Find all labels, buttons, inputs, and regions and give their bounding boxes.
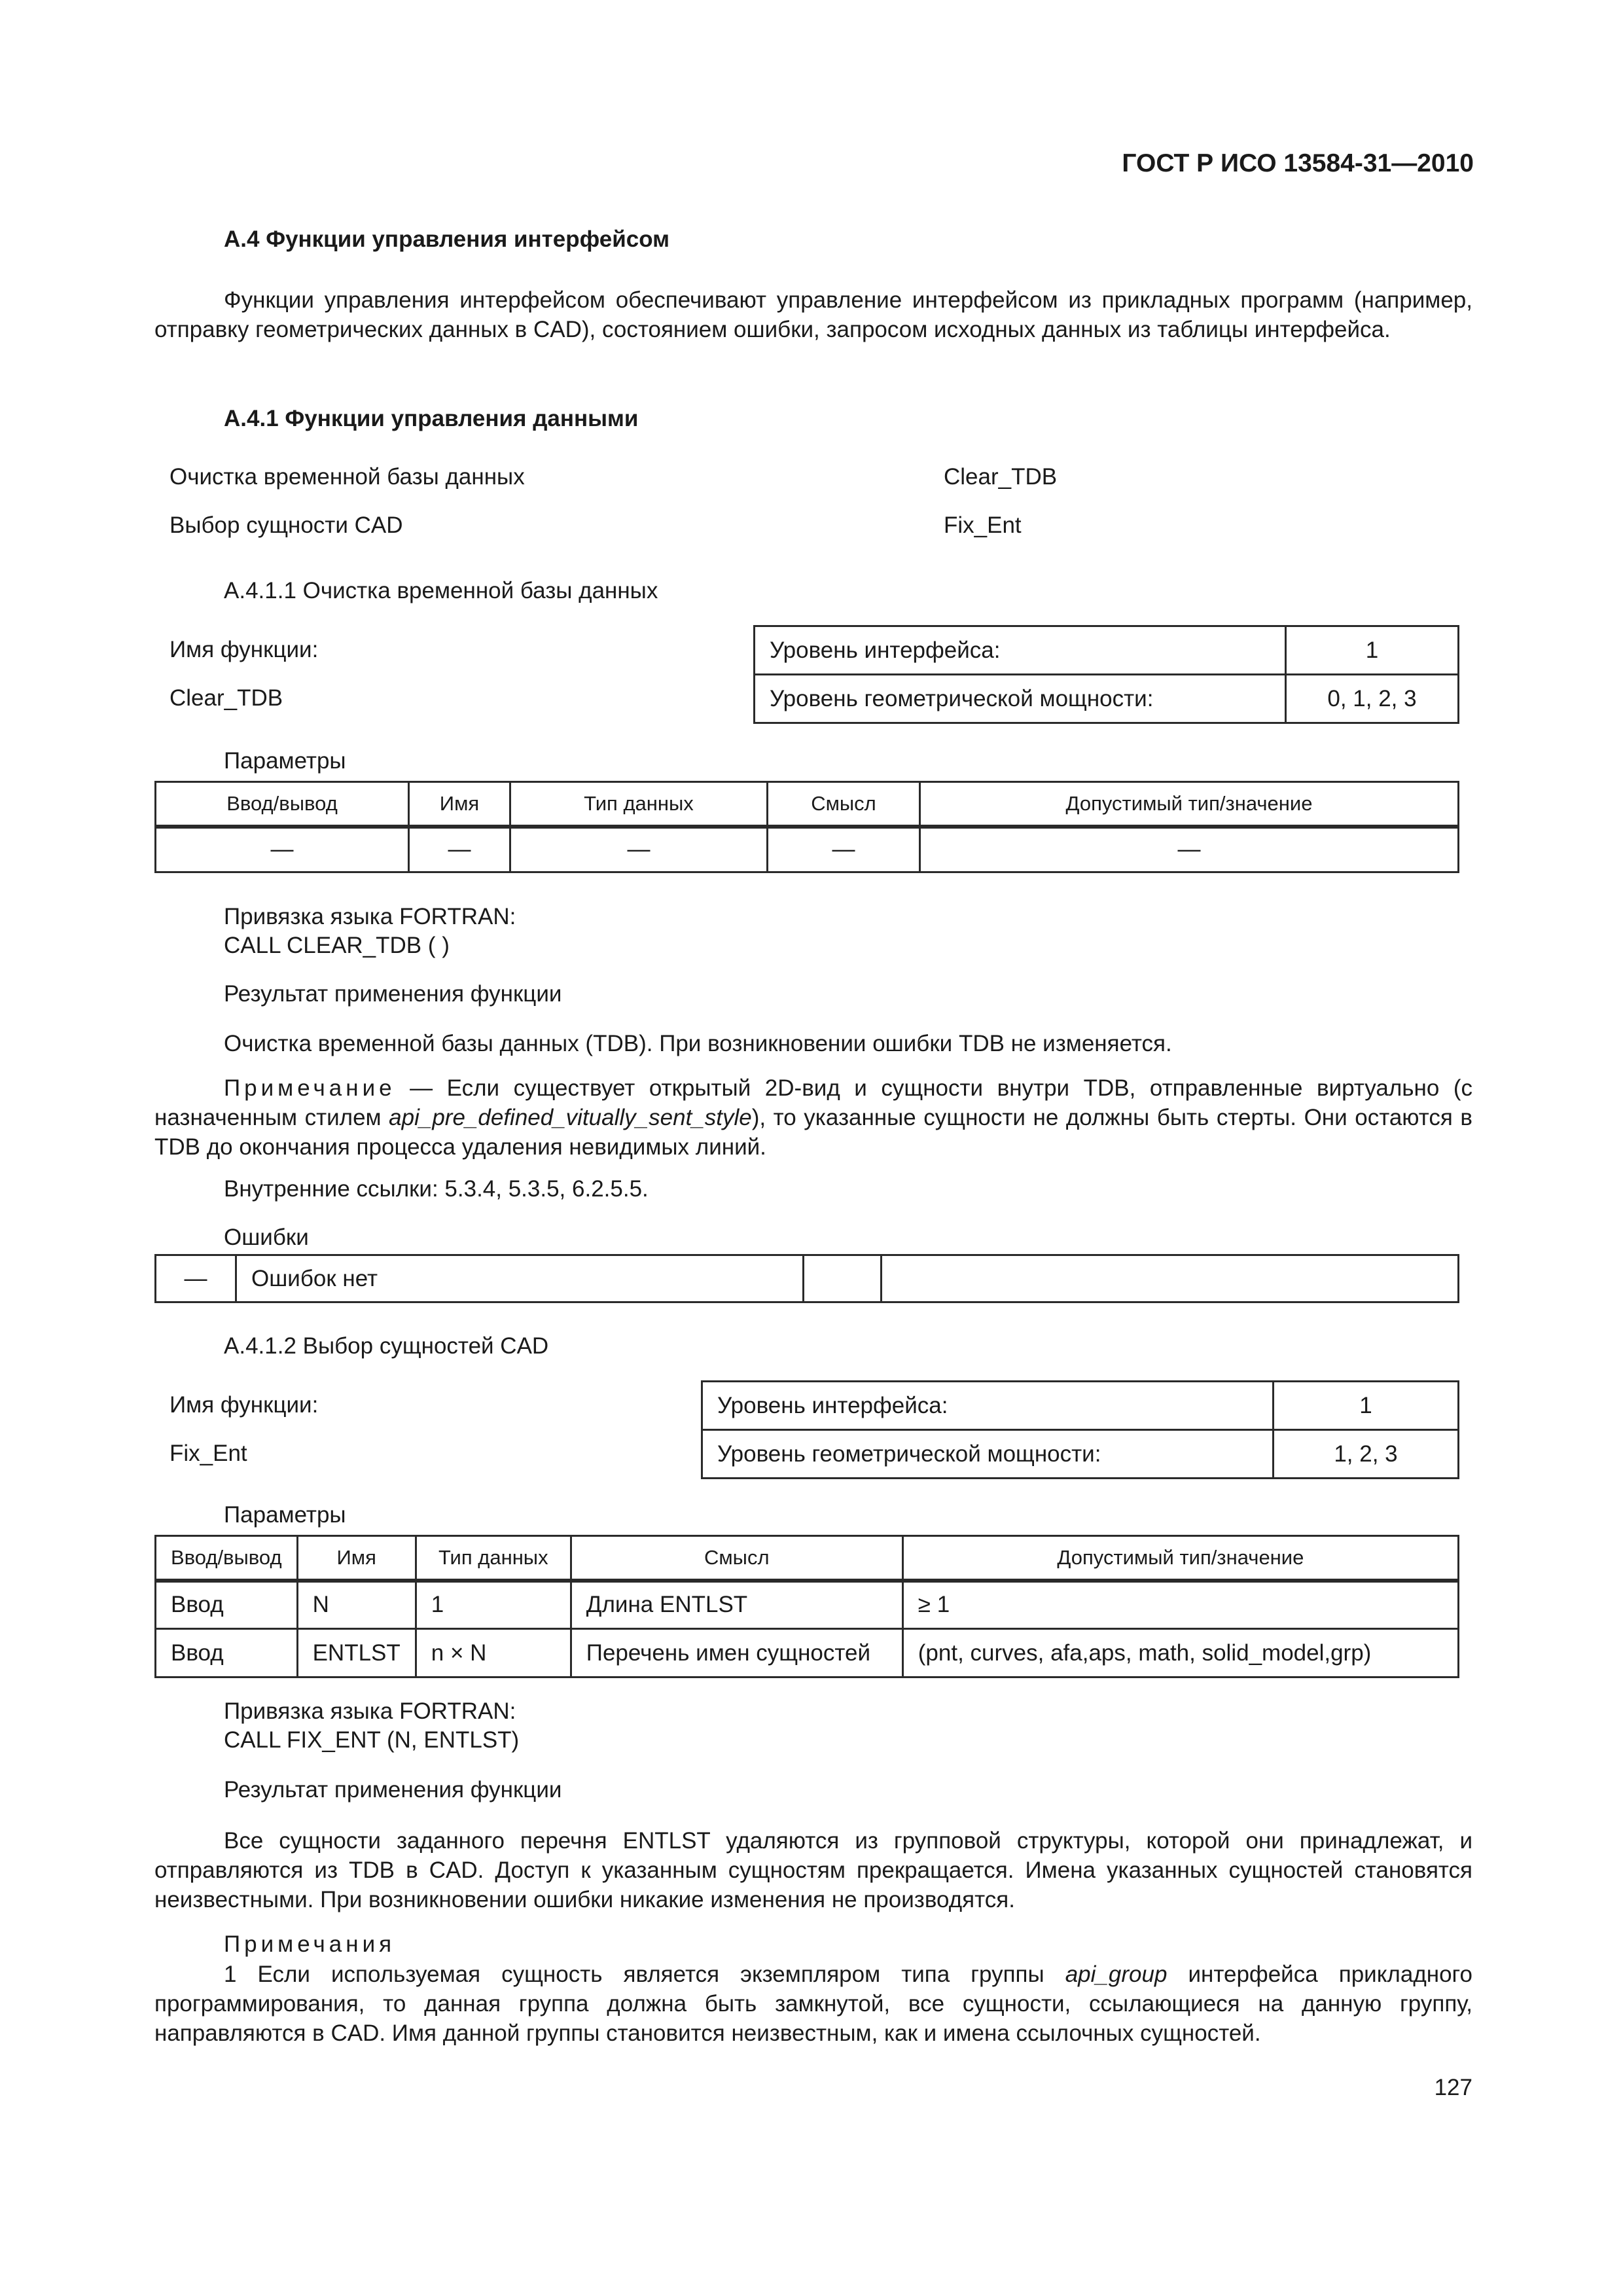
subsection-title: А.4.1 Функции управления данными	[224, 406, 639, 431]
document-code: ГОСТ Р ИСО 13584-31—2010	[1122, 149, 1474, 177]
function-name-value: Clear_TDB	[169, 685, 283, 711]
table-cell: —	[156, 827, 409, 872]
params-table	[154, 781, 1459, 873]
table-cell: (pnt, curves, afa,aps, math, solid_model,grp)	[902, 1629, 1458, 1677]
function-heading: А.4.1.1 Очистка временной базы данных	[224, 578, 658, 603]
column-header: Смысл	[768, 782, 920, 827]
table-row	[156, 827, 1459, 872]
note-text: ), то указанные сущности не должны быть стерты. Они остаются в TDB до окончания процесса удаления невидимых линий.	[154, 1105, 1472, 1160]
internal-references: Внутренние ссылки: 5.3.4, 5.3.5, 6.2.5.5.	[224, 1176, 649, 1202]
function-list-desc: Выбор сущности CAD	[169, 512, 403, 538]
error-description: Ошибок нет	[236, 1255, 804, 1302]
column-header: Допустимый тип/значение	[902, 1536, 1458, 1581]
params-table	[154, 1535, 1459, 1678]
levels-table	[701, 1380, 1459, 1479]
table-row	[755, 626, 1459, 675]
geometry-level-value: 0, 1, 2, 3	[1286, 675, 1459, 723]
notes-label: Примечания	[224, 1931, 396, 1957]
table-row	[702, 1382, 1459, 1430]
table-cell: Длина ENTLST	[571, 1581, 902, 1629]
function-name-label: Имя функции:	[169, 637, 319, 662]
table-cell: —	[920, 827, 1459, 872]
column-header: Тип данных	[510, 782, 768, 827]
note-style-name: api_pre_defined_vitually_sent_style	[389, 1105, 752, 1130]
note-label: Примечание	[224, 1075, 396, 1101]
table-cell	[882, 1255, 1459, 1302]
fortran-call: CALL FIX_ENT (N, ENTLST)	[224, 1727, 520, 1753]
levels-table	[753, 625, 1459, 724]
table-row	[755, 675, 1459, 723]
section-intro	[154, 285, 1472, 344]
table-header-row	[156, 1536, 1459, 1581]
column-header: Ввод/вывод	[156, 1536, 298, 1581]
errors-label: Ошибки	[224, 1225, 309, 1250]
fortran-call: CALL CLEAR_TDB ( )	[224, 933, 450, 958]
table-cell: ≥ 1	[902, 1581, 1458, 1629]
result-block	[154, 1826, 1472, 1914]
table-cell: ENTLST	[297, 1629, 416, 1677]
column-header: Ввод/вывод	[156, 782, 409, 827]
note-paragraph	[154, 1960, 1472, 2048]
column-header: Тип данных	[416, 1536, 571, 1581]
geometry-level-label: Уровень геометрической мощности:	[702, 1430, 1274, 1479]
section-title: А.4 Функции управления интерфейсом	[224, 226, 670, 252]
function-heading: А.4.1.2 Выбор сущностей CAD	[224, 1333, 549, 1359]
note-text: 1 Если используемая сущность является экземпляром типа группы	[224, 1962, 1065, 1987]
result-label: Результат применения функции	[224, 981, 562, 1007]
fortran-label: Привязка языка FORTRAN:	[224, 904, 516, 929]
note-block	[154, 1960, 1472, 2048]
geometry-level-value: 1, 2, 3	[1274, 1430, 1459, 1479]
error-code: —	[156, 1255, 236, 1302]
table-row	[156, 1255, 1459, 1302]
table-cell: —	[768, 827, 920, 872]
interface-level-label: Уровень интерфейса:	[702, 1382, 1274, 1430]
function-list-name: Fix_Ent	[944, 512, 1022, 538]
errors-table	[154, 1254, 1459, 1303]
note-text: интерфейса прикладного программирования, то данная группа должна быть замкнутой, все сущности, ссылающиеся на данную группу, направляются в CAD. Имя данной группы становится неизвестным, как и имена ссылочных сущностей.	[154, 1962, 1472, 2046]
note-block	[154, 1073, 1472, 1162]
function-list-desc: Очистка временной базы данных	[169, 464, 525, 490]
column-header: Допустимый тип/значение	[920, 782, 1459, 827]
result-text: Очистка временной базы данных (TDB). При возникновении ошибки TDB не изменяется.	[224, 1031, 1172, 1056]
interface-level-value: 1	[1274, 1382, 1459, 1430]
table-cell	[804, 1255, 882, 1302]
function-name-label: Имя функции:	[169, 1392, 319, 1418]
result-label: Результат применения функции	[224, 1777, 562, 1803]
fortran-label: Привязка языка FORTRAN:	[224, 1698, 516, 1724]
intro-paragraph: Функции управления интерфейсом обеспечивают управление интерфейсом из прикладных программ (например, отправку геометрических данных в CAD), состоянием ошибки, запросом исходных данных из таблицы интерфейса.	[154, 287, 1472, 342]
table-row	[702, 1430, 1459, 1479]
table-cell: —	[510, 827, 768, 872]
table-cell: n × N	[416, 1629, 571, 1677]
interface-level-value: 1	[1286, 626, 1459, 675]
table-row	[156, 1629, 1459, 1677]
interface-level-label: Уровень интерфейса:	[755, 626, 1286, 675]
table-cell: Ввод	[156, 1581, 298, 1629]
table-cell: N	[297, 1581, 416, 1629]
table-cell: —	[409, 827, 510, 872]
function-name-value: Fix_Ent	[169, 1441, 247, 1466]
table-header-row	[156, 782, 1459, 827]
params-label: Параметры	[224, 748, 346, 774]
column-header: Имя	[409, 782, 510, 827]
column-header: Имя	[297, 1536, 416, 1581]
column-header: Смысл	[571, 1536, 902, 1581]
params-label: Параметры	[224, 1502, 346, 1528]
page-number: 127	[1434, 2075, 1472, 2100]
note-paragraph	[154, 1073, 1472, 1162]
geometry-level-label: Уровень геометрической мощности:	[755, 675, 1286, 723]
table-cell: Ввод	[156, 1629, 298, 1677]
function-list-name: Clear_TDB	[944, 464, 1058, 490]
table-cell: 1	[416, 1581, 571, 1629]
note-text: — Если существует открытый 2D-вид и сущности внутри TDB, отправленные виртуально (с назначенным стилем	[154, 1075, 1472, 1130]
note-type-name: api_group	[1065, 1962, 1168, 1987]
table-row	[156, 1581, 1459, 1629]
table-cell: Перечень имен сущностей	[571, 1629, 902, 1677]
result-text: Все сущности заданного перечня ENTLST удаляются из групповой структуры, которой они принадлежат, и отправляются из TDB в CAD. Доступ к указанным сущностям прекращается. Имена указанных сущностей становятся неизвестными. При возникновении ошибки никакие изменения не производятся.	[154, 1828, 1472, 1912]
